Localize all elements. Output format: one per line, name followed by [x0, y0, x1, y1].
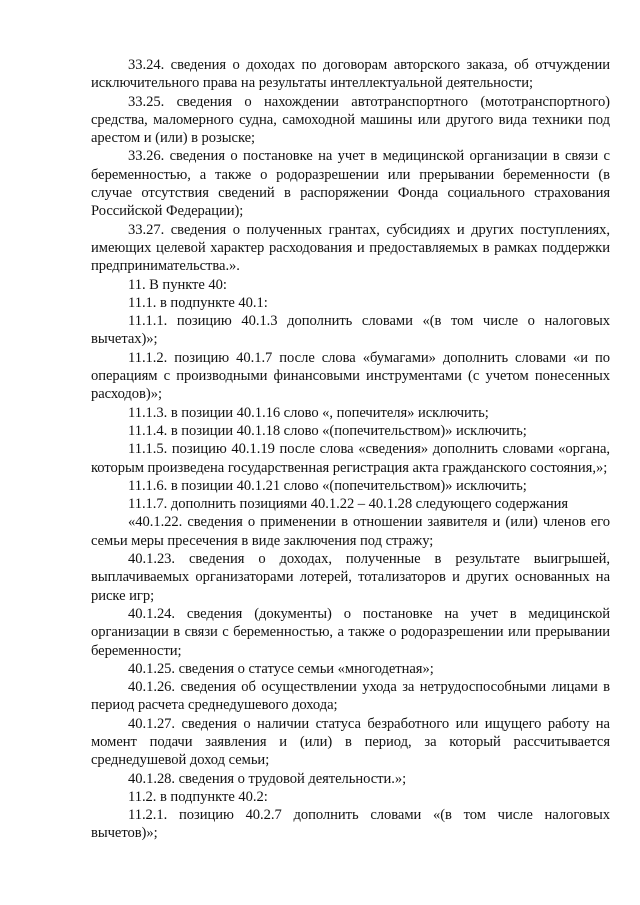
paragraph-11-1-7: 11.1.7. дополнить позициями 40.1.22 – 40.1.28 следующего содержания [128, 496, 569, 513]
paragraph-11-1-6: 11.1.6. в позиции 40.1.21 слово «(попечительством)» исключить; [128, 477, 527, 494]
paragraph-11-2: 11.2. в подпункте 40.2: [128, 788, 268, 805]
paragraph-11-1-2: 11.1.2. позицию 40.1.7 после слова «бумагами» дополнить словами «и по операциям с производными финансовыми инструментами (с учетом понесенных расходов)»; [91, 349, 610, 403]
document-page [91, 56, 610, 843]
paragraph-40-1-22: «40.1.22. сведения о применении в отношении заявителя и (или) членов его семьи меры пресечения в виде заключения под стражу; [91, 514, 610, 549]
paragraph-40-1-24: 40.1.24. сведения (документы) о постановке на учет в медицинской организации в связи с беременностью, а также о родоразрешении или прерывании беременности; [91, 605, 610, 659]
paragraph-40-1-26: 40.1.26. сведения об осуществлении ухода за нетрудоспособными лицами в период расчета среднедушевого дохода; [91, 679, 610, 714]
paragraph-40-1-27: 40.1.27. сведения о наличии статуса безработного или ищущего работу на момент подачи заявления и (или) в период, за который рассчитывается среднедушевой доход семьи; [91, 715, 610, 769]
paragraph-11-1-5: 11.1.5. позицию 40.1.19 после слова «сведения» дополнить словами «органа, которым произведена государственная регистрация акта гражданского состояния,»; [91, 441, 610, 476]
paragraph-11-1: 11.1. в подпункте 40.1: [128, 294, 268, 311]
paragraph-33-24: 33.24. сведения о доходах по договорам авторского заказа, об отчуждении исключительного права на результаты интеллектуальной деятельности; [91, 57, 610, 92]
paragraph-11: 11. В пункте 40: [128, 276, 227, 293]
paragraph-11-1-4: 11.1.4. в позиции 40.1.18 слово «(попечительством)» исключить; [128, 422, 527, 439]
paragraph-33-26: 33.26. сведения о постановке на учет в медицинской организации в связи с беременностью, а также о родоразрешении или прерывании беременности (в случае отсутствия сведений в распоряжении Фонда социального страхования Российской Федерации); [91, 148, 610, 220]
paragraph-33-25: 33.25. сведения о нахождении автотранспортного (мототранспортного) средства, маломерного судна, самоходной машины или другого вида техники под арестом и (или) в розыске; [91, 93, 610, 147]
paragraph-11-1-3: 11.1.3. в позиции 40.1.16 слово «, попечителя» исключить; [128, 404, 489, 421]
paragraph-40-1-25: 40.1.25. сведения о статусе семьи «многодетная»; [128, 660, 434, 677]
paragraph-11-1-1: 11.1.1. позицию 40.1.3 дополнить словами «(в том числе о налоговых вычетах)»; [91, 313, 610, 348]
paragraph-40-1-23: 40.1.23. сведения о доходах, полученные в результате выигрышей, выплачиваемых организаторами лотерей, тотализаторов и других основанных на риске игр; [91, 551, 610, 604]
paragraph-33-27: 33.27. сведения о полученных грантах, субсидиях и других поступлениях, имеющих целевой характер расходования и предоставляемых в рамках поддержки предпринимательства.». [91, 221, 610, 275]
paragraph-11-2-1: 11.2.1. позицию 40.2.7 дополнить словами «(в том числе налоговых вычетов)»; [91, 807, 610, 842]
paragraph-40-1-28: 40.1.28. сведения о трудовой деятельности.»; [128, 770, 407, 787]
